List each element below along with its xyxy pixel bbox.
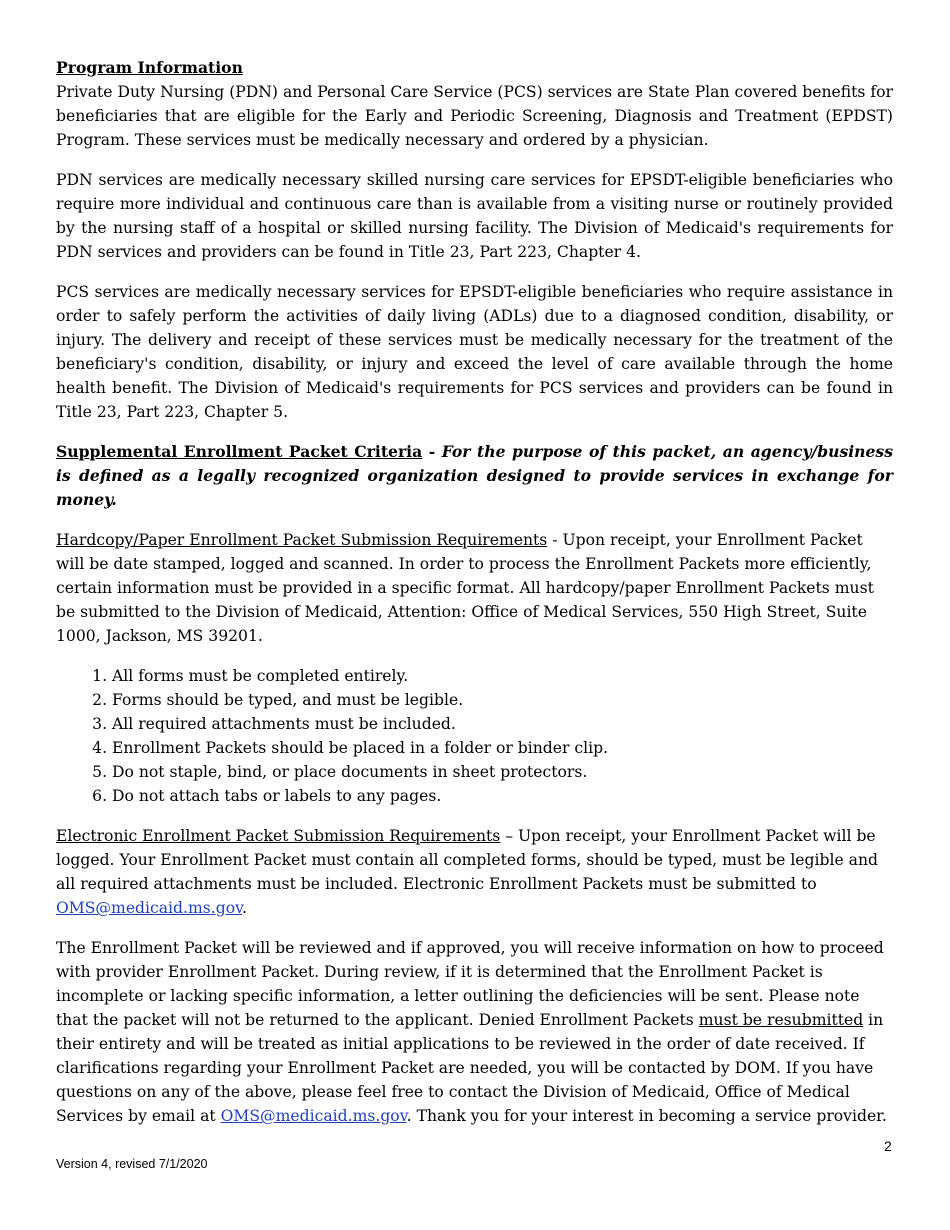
pcs-paragraph: PCS services are medically necessary services for EPSDT-eligible beneficiaries who require assistance in order to safely perform the activities of daily living (ADLs) due to a diagnosed condition, disability, or injury. The delivery and receipt of these services must be medically necessary for the treatment of the beneficiary's condition, disability, or injury and exceed the level of care available through the home health benefit. The Division of Medicaid's requirements for PCS services and providers can be found in Title 23, Part 223, Chapter 5. bbox=[56, 283, 893, 421]
list-item: 4. Enrollment Packets should be placed in a folder or binder clip. bbox=[112, 736, 893, 760]
electronic-paragraph bbox=[56, 824, 893, 920]
closing-paragraph bbox=[56, 936, 893, 1128]
hardcopy-heading: Hardcopy/Paper Enrollment Packet Submission Requirements bbox=[56, 531, 548, 549]
closing-text-1: The Enrollment Packet will be reviewed and if approved, you will receive information on how to proceed with provider Enrollment Packet. During review, if it is determined that the Enrollment Packet is incomplete or lacking specific information, a letter outlining the deficiencies will be sent. Please note that the packet will not be returned to the applicant. Denied Enrollment Packets bbox=[56, 939, 884, 1029]
hardcopy-text: - Upon receipt, your Enrollment Packet will be date stamped, logged and scanned. In order to process the Enrollment Packets more efficiently, certain information must be provided in a specific format. All hardcopy/paper Enrollment Packets must be submitted to the Division of Medicaid, Attention: Office of Medical Services, 550 High Street, Suite 1000, Jackson, MS 39201. bbox=[56, 531, 874, 645]
list-item: 1. All forms must be completed entirely. bbox=[112, 664, 893, 688]
supplemental-criteria-paragraph bbox=[56, 440, 893, 512]
electronic-heading: Electronic Enrollment Packet Submission Requirements bbox=[56, 827, 501, 845]
supplemental-dash: - bbox=[422, 442, 442, 461]
version-footer: Version 4, revised 7/1/2020 bbox=[56, 1157, 208, 1171]
page-number: 2 bbox=[884, 1138, 892, 1154]
closing-text-2: in their entirety and will be treated as initial applications to be reviewed in the order of date received. If clarifications regarding your Enrollment Packet are needed, you will be contacted by DOM. If you have questions on any of the above, please feel free to contact the Division of Medicaid, Office of Medical Services by email at bbox=[56, 1011, 884, 1125]
program-information-heading: Program Information bbox=[56, 58, 243, 77]
supplemental-criteria-heading: Supplemental Enrollment Packet Criteria bbox=[56, 442, 423, 461]
oms-email-link[interactable]: OMS@medicaid.ms.gov bbox=[56, 899, 243, 917]
electronic-end: . bbox=[242, 899, 248, 917]
document-body bbox=[56, 56, 893, 1144]
hardcopy-requirements-list bbox=[56, 664, 893, 808]
electronic-text: – Upon receipt, your Enrollment Packet will be logged. Your Enrollment Packet must contain all completed forms, should be typed, must be legible and all required attachments must be included. Electronic Enrollment Packets must be submitted to bbox=[56, 827, 878, 893]
hardcopy-paragraph bbox=[56, 528, 893, 648]
agency-definition: For the purpose of this packet, an agency/business is defined as a legally recognized organization designed to provide services in exchange for money. bbox=[56, 442, 893, 509]
list-item: 6. Do not attach tabs or labels to any pages. bbox=[112, 784, 893, 808]
program-paragraph-1: Private Duty Nursing (PDN) and Personal Care Service (PCS) services are State Plan covered benefits for beneficiaries that are eligible for the Early and Periodic Screening, Diagnosis and Treatment (EPDST) Program. These services must be medically necessary and ordered by a physician. bbox=[56, 83, 893, 149]
pdn-paragraph: PDN services are medically necessary skilled nursing care services for EPSDT-eligible beneficiaries who require more individual and continuous care than is available from a visiting nurse or routinely provided by the nursing staff of a hospital or skilled nursing facility. The Division of Medicaid's requirements for PDN services and providers can be found in Title 23, Part 223, Chapter 4. bbox=[56, 171, 893, 261]
must-be-resubmitted-emphasis: must be resubmitted bbox=[698, 1011, 864, 1029]
list-item: 3. All required attachments must be included. bbox=[112, 712, 893, 736]
list-item: 5. Do not staple, bind, or place documents in sheet protectors. bbox=[112, 760, 893, 784]
oms-email-link-closing[interactable]: OMS@medicaid.ms.gov bbox=[220, 1107, 407, 1125]
list-item: 2. Forms should be typed, and must be legible. bbox=[112, 688, 893, 712]
closing-text-3: . Thank you for your interest in becoming a service provider. bbox=[406, 1107, 887, 1125]
